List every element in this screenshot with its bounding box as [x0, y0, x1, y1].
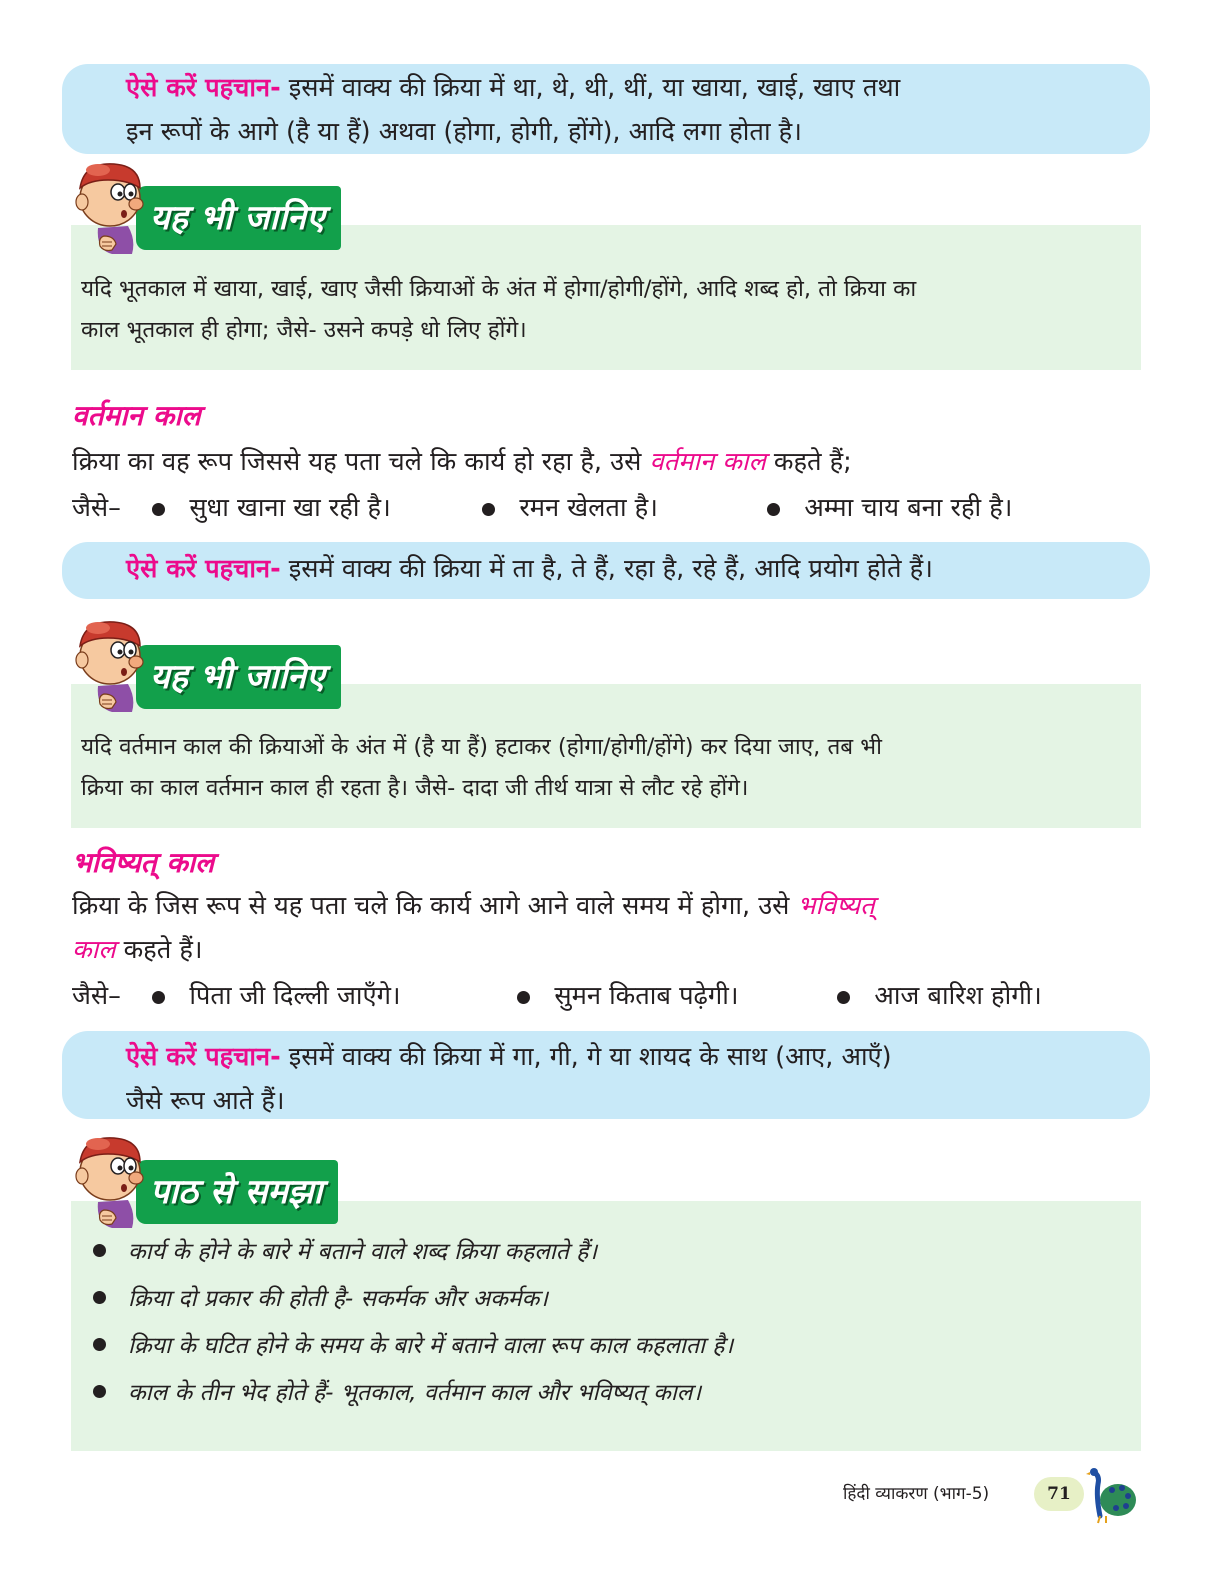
know-more-tab-2: यह भी जानिए	[136, 645, 341, 709]
example-text: सुमन किताब पढ़ेगी।	[554, 981, 739, 1011]
bullet-icon	[152, 503, 165, 516]
future-identify-box	[62, 1031, 1150, 1119]
present-identify-box	[62, 542, 1150, 599]
future-def-after: कहते हैं।	[115, 935, 203, 965]
example-label: जैसे–	[72, 981, 121, 1011]
future-tense-heading: भविष्यत् काल	[72, 846, 215, 879]
example-item	[837, 976, 1042, 1016]
example-text: सुधा खाना खा रही है।	[189, 493, 391, 523]
bullet-icon	[93, 1291, 106, 1304]
bullet-icon	[767, 503, 780, 516]
summary-box	[71, 1201, 1141, 1451]
present-definition	[72, 440, 1112, 484]
future-def-text: क्रिया के जिस रूप से यह पता चले कि कार्य आगे आने वाले समय में होगा, उसे	[72, 891, 790, 921]
example-text: अम्मा चाय बना रही है।	[804, 493, 1013, 523]
identify-text: इसमें वाक्य की क्रिया में ता है, ते हैं, रहा है, रहे हैं, आदि प्रयोग होते हैं।	[288, 554, 933, 584]
summary-list	[71, 1201, 1141, 1417]
identify-label: ऐसे करें पहचान-	[126, 554, 281, 584]
example-text: रमन खेलता है।	[519, 493, 658, 523]
present-def-after: कहते हैं;	[765, 447, 852, 477]
know-more-line1: यदि भूतकाल में खाया, खाई, खाए जैसी क्रियाओं के अंत में होगा/होगी/होंगे, आदि शब्द हो, तो क्रिया का	[81, 276, 917, 302]
example-text: पिता जी दिल्ली जाएँगे।	[189, 981, 401, 1011]
identify-text-line2: इन रूपों के आगे (है या हैं) अथवा (होगा, होगी, होंगे), आदि लगा होता है।	[126, 117, 802, 147]
present-def-term: वर्तमान काल	[649, 447, 766, 477]
identify-text-line2: जैसे रूप आते हैं।	[126, 1086, 285, 1116]
know-more-line2: क्रिया का काल वर्तमान काल ही रहता है। जैसे- दादा जी तीर्थ यात्रा से लौट रहे होंगे।	[81, 775, 749, 801]
summary-item	[93, 1323, 1141, 1370]
summary-item-text: कार्य के होने के बारे में बताने वाले शब्द क्रिया कहलाते हैं।	[128, 1239, 598, 1265]
summary-item	[93, 1370, 1141, 1417]
bullet-icon	[152, 991, 165, 1004]
page-number: 71	[1034, 1477, 1084, 1511]
identify-label: ऐसे करें पहचान-	[126, 73, 281, 103]
summary-item-text: काल के तीन भेद होते हैं- भूतकाल, वर्तमान काल और भविष्यत् काल।	[128, 1380, 702, 1406]
present-tense-heading: वर्तमान काल	[72, 399, 201, 432]
summary-item-text: क्रिया दो प्रकार की होती है- सकर्मक और अकर्मक।	[128, 1286, 548, 1312]
future-definition	[72, 884, 1112, 972]
future-def-term: भविष्यत्	[797, 891, 875, 921]
bullet-icon	[93, 1244, 106, 1257]
cartoon-boy-icon	[68, 616, 150, 712]
example-item	[152, 976, 401, 1016]
identify-text-line1: इसमें वाक्य की क्रिया में था, थे, थी, थीं, या खाया, खाई, खाए तथा	[288, 73, 901, 103]
example-text: आज बारिश होगी।	[874, 981, 1042, 1011]
bullet-icon	[837, 991, 850, 1004]
peacock-icon	[1080, 1466, 1138, 1524]
cartoon-boy-icon	[68, 158, 150, 254]
summary-tab: पाठ से समझा	[136, 1160, 338, 1224]
book-title: हिंदी व्याकरण (भाग-5)	[843, 1484, 990, 1504]
summary-item-text: क्रिया के घटित होने के समय के बारे में बताने वाला रूप काल कहलाता है।	[128, 1333, 734, 1359]
cartoon-boy-icon	[68, 1132, 150, 1228]
example-item	[517, 976, 739, 1016]
present-def-text: क्रिया का वह रूप जिससे यह पता चले कि कार्य हो रहा है, उसे	[72, 447, 650, 477]
summary-item	[93, 1229, 1141, 1276]
know-more-line1: यदि वर्तमान काल की क्रियाओं के अंत में (है या हैं) हटाकर (होगा/होगी/होंगे) कर दिया जाए, तब भी	[81, 734, 882, 760]
bullet-icon	[517, 991, 530, 1004]
identify-text-line1: इसमें वाक्य की क्रिया में गा, गी, गे या शायद के साथ (आए, आएँ)	[288, 1042, 892, 1072]
bullet-icon	[93, 1338, 106, 1351]
past-identify-box	[62, 64, 1150, 154]
bullet-icon	[482, 503, 495, 516]
bullet-icon	[93, 1385, 106, 1398]
example-label: जैसे–	[72, 493, 121, 523]
know-more-line2: काल भूतकाल ही होगा; जैसे- उसने कपड़े धो लिए होंगे।	[81, 317, 527, 343]
know-more-tab-1: यह भी जानिए	[136, 186, 341, 250]
identify-label: ऐसे करें पहचान-	[126, 1042, 281, 1072]
example-item	[767, 488, 1012, 528]
example-item	[152, 488, 391, 528]
future-def-term-cont: काल	[72, 935, 116, 965]
summary-item	[93, 1276, 1141, 1323]
example-item	[482, 488, 658, 528]
